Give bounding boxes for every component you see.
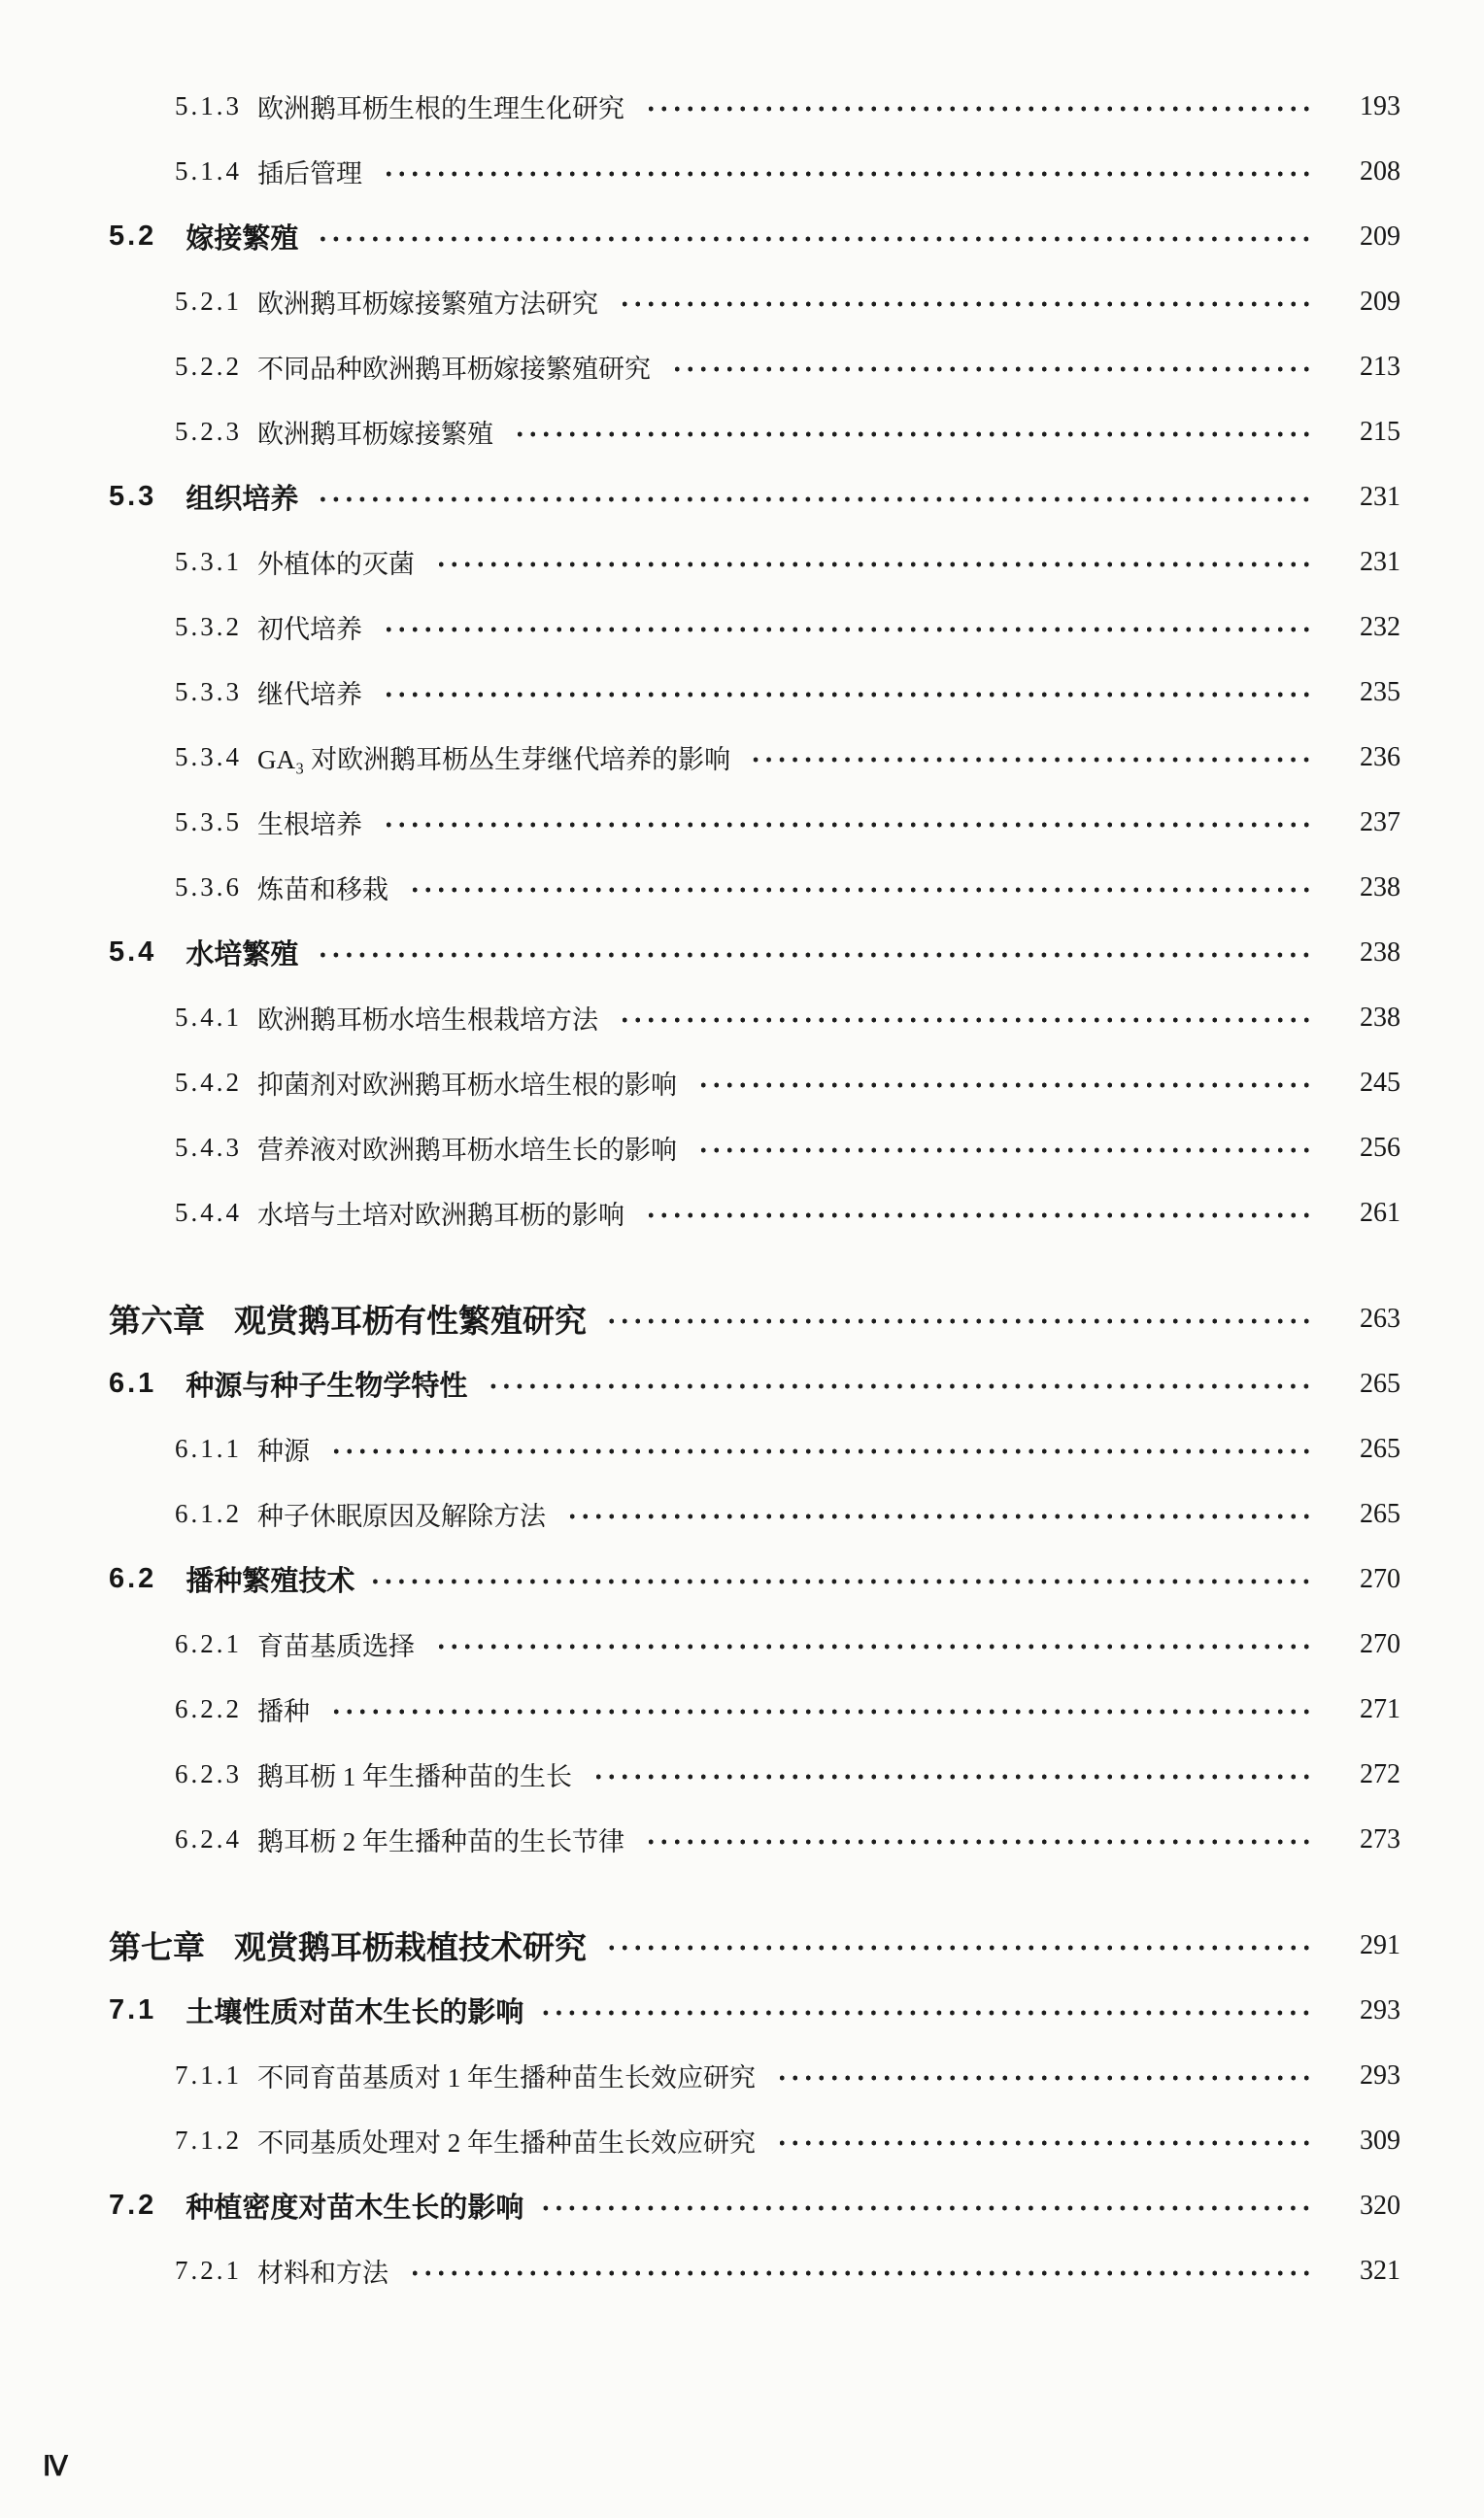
toc-entry-page: 263 xyxy=(1360,1303,1400,1334)
dot-leader xyxy=(604,1942,1313,1954)
toc-entry-title: 水培繁殖 xyxy=(186,939,299,970)
dot-leader xyxy=(432,1641,1313,1652)
dot-leader xyxy=(432,559,1313,570)
toc-entry-title: 观赏鹅耳枥有性繁殖研究 xyxy=(234,1303,587,1339)
toc-entry-number: 5.2.1 xyxy=(175,287,242,316)
toc-entry-title: 外植体的灭菌 xyxy=(257,550,415,579)
toc-entry xyxy=(109,1050,1400,1115)
toc-entry-page: 193 xyxy=(1360,90,1400,121)
dot-leader xyxy=(642,1836,1313,1848)
toc-entry-title: 不同育苗基质对 1 年生播种苗生长效应研究 xyxy=(257,2063,756,2093)
dot-leader xyxy=(748,754,1313,766)
toc-entry-title: 水培与土培对欧洲鹅耳枥的影响 xyxy=(257,1201,624,1230)
toc-entry-title: 种源 xyxy=(257,1437,310,1466)
toc-entry-number: 5.1.3 xyxy=(175,91,242,120)
toc-entry-page: 270 xyxy=(1360,1563,1400,1594)
toc-entry-number: 5.2 xyxy=(109,221,157,252)
dot-leader xyxy=(406,884,1313,896)
dot-leader xyxy=(604,1315,1313,1327)
toc-entry-number: 5.3.6 xyxy=(175,872,242,902)
toc-entry-number: 5.3.4 xyxy=(175,742,242,771)
dot-leader xyxy=(327,1446,1313,1457)
toc-entry-title: 鹅耳枥 1 年生播种苗的生长 xyxy=(257,1762,572,1791)
toc-entry-number: 6.1 xyxy=(109,1368,157,1399)
toc-entry xyxy=(109,269,1400,334)
toc-entry-number: 5.4.1 xyxy=(175,1003,242,1032)
toc-entry-number: 6.1.1 xyxy=(175,1434,242,1463)
toc-entry-number: 5.1.4 xyxy=(175,156,242,186)
toc-entry-page: 265 xyxy=(1360,1368,1400,1399)
toc-entry-title: 欧洲鹅耳枥嫁接繁殖 xyxy=(257,420,493,449)
toc-entry-page: 265 xyxy=(1360,1433,1400,1464)
toc-entry xyxy=(109,985,1400,1050)
toc-entry-page: 271 xyxy=(1360,1693,1400,1724)
toc-entry-title: 种子休眠原因及解除方法 xyxy=(257,1502,546,1531)
toc-entry xyxy=(109,464,1400,529)
toc-entry-page: 272 xyxy=(1360,1758,1400,1789)
toc-entry-page: 291 xyxy=(1360,1929,1400,1960)
toc-entry-page: 273 xyxy=(1360,1823,1400,1854)
toc-entry-page: 270 xyxy=(1360,1628,1400,1659)
toc-entry xyxy=(109,2173,1400,2238)
dot-leader xyxy=(590,1771,1313,1783)
dot-leader xyxy=(316,949,1313,961)
toc-entry-page: 321 xyxy=(1360,2255,1400,2286)
toc-entry-number: 5.2.3 xyxy=(175,417,242,446)
dot-leader xyxy=(694,1144,1313,1156)
dot-leader xyxy=(541,2202,1313,2214)
toc-entry-title: 播种繁殖技术 xyxy=(186,1566,355,1597)
toc-entry xyxy=(109,1286,1400,1351)
toc-entry-number: 5.3.3 xyxy=(175,677,242,706)
folio-page-number: Ⅳ xyxy=(43,2452,68,2482)
dot-leader xyxy=(563,1511,1313,1522)
toc-entry-title: 不同品种欧洲鹅耳枥嫁接繁殖研究 xyxy=(257,355,651,384)
toc-entry xyxy=(109,1677,1400,1742)
toc-entry-number: 5.3.2 xyxy=(175,612,242,641)
toc-entry xyxy=(109,1481,1400,1547)
toc-entry-number: 5.4.2 xyxy=(175,1068,242,1097)
toc-entry-title: 材料和方法 xyxy=(257,2259,388,2288)
toc-entry-title: 继代培养 xyxy=(257,680,362,709)
toc-entry-page: 256 xyxy=(1360,1132,1400,1163)
dot-leader xyxy=(316,493,1313,505)
toc-entry-page: 209 xyxy=(1360,286,1400,317)
toc-entry-page: 236 xyxy=(1360,741,1400,772)
toc-entry-number: 6.1.2 xyxy=(175,1499,242,1528)
toc-entry-title: 生根培养 xyxy=(257,810,362,839)
toc-entry-number: 7.2 xyxy=(109,2190,157,2221)
toc-entry-title: 抑菌剂对欧洲鹅耳枥水培生根的影响 xyxy=(257,1071,677,1100)
toc-entry-page: 238 xyxy=(1360,1002,1400,1033)
toc-entry-title: 种植密度对苗木生长的影响 xyxy=(186,2193,524,2224)
dot-leader xyxy=(642,103,1313,115)
toc-entry-number: 5.4.3 xyxy=(175,1133,242,1162)
toc-entry xyxy=(109,1416,1400,1481)
toc-entry-page: 231 xyxy=(1360,546,1400,577)
toc-entry-title: 不同基质处理对 2 年生播种苗生长效应研究 xyxy=(257,2128,756,2158)
dot-leader xyxy=(541,2007,1313,2019)
toc-entry-number: 7.2.1 xyxy=(175,2256,242,2285)
dot-leader xyxy=(642,1209,1313,1221)
toc-entry-number: 6.2.2 xyxy=(175,1694,242,1723)
toc-entry-page: 309 xyxy=(1360,2125,1400,2156)
toc-entry xyxy=(109,1913,1400,1978)
dot-leader xyxy=(316,233,1313,245)
toc-entry xyxy=(109,334,1400,399)
toc-entry-title: 鹅耳枥 2 年生播种苗的生长节律 xyxy=(257,1827,624,1856)
toc-entry xyxy=(109,2043,1400,2108)
toc-entry-number: 5.4.4 xyxy=(175,1198,242,1227)
toc-entry xyxy=(109,529,1400,595)
toc-entry xyxy=(109,1115,1400,1180)
dot-leader xyxy=(616,1014,1313,1026)
toc-entry xyxy=(109,725,1400,790)
toc-entry-title: 插后管理 xyxy=(257,159,362,188)
toc-entry-title: 组织培养 xyxy=(186,484,299,515)
toc-entry-number: 7.1.2 xyxy=(175,2126,242,2155)
toc-entry-page: 261 xyxy=(1360,1197,1400,1228)
toc-entry-title: 观赏鹅耳枥栽植技术研究 xyxy=(234,1929,587,1965)
toc-entry-number: 第六章 xyxy=(109,1303,205,1339)
toc-entry xyxy=(109,1547,1400,1612)
toc-entry-title: GA₃ 对欧洲鹅耳枥丛生芽继代培养的影响 xyxy=(257,745,731,774)
toc-entry xyxy=(109,660,1400,725)
toc-entry-page: 293 xyxy=(1360,2059,1400,2091)
dot-leader xyxy=(327,1706,1313,1718)
dot-leader xyxy=(773,2137,1313,2149)
toc-entry xyxy=(109,1742,1400,1807)
dot-leader xyxy=(372,1576,1313,1587)
toc-entry xyxy=(109,855,1400,920)
toc-entry xyxy=(109,139,1400,204)
toc-entry xyxy=(109,595,1400,660)
toc-entry xyxy=(109,204,1400,269)
toc-entry-title: 欧洲鹅耳枥嫁接繁殖方法研究 xyxy=(257,289,598,319)
toc-entry-number: 7.1 xyxy=(109,1994,157,2025)
toc-entry-title: 欧洲鹅耳枥生根的生理生化研究 xyxy=(257,94,624,123)
toc-entry-title: 种源与种子生物学特性 xyxy=(186,1371,468,1402)
toc-entry-number: 5.2.2 xyxy=(175,352,242,381)
toc-entry xyxy=(109,399,1400,464)
toc-entry-page: 231 xyxy=(1360,481,1400,512)
toc-entry-title: 初代培养 xyxy=(257,615,362,644)
toc-entry-page: 235 xyxy=(1360,676,1400,707)
toc-list xyxy=(109,74,1400,2303)
dot-leader xyxy=(380,689,1313,700)
toc-entry xyxy=(109,1807,1400,1872)
toc-entry xyxy=(109,2108,1400,2173)
toc-entry xyxy=(109,790,1400,855)
toc-entry xyxy=(109,1978,1400,2043)
toc-entry-number: 6.2.1 xyxy=(175,1629,242,1658)
dot-leader xyxy=(406,2267,1313,2279)
toc-entry-title: 土壤性质对苗木生长的影响 xyxy=(186,1997,524,2028)
toc-entry-title: 育苗基质选择 xyxy=(257,1632,415,1661)
dot-leader xyxy=(668,363,1313,375)
dot-leader xyxy=(511,428,1313,440)
toc-entry xyxy=(109,74,1400,139)
toc-entry-title: 播种 xyxy=(257,1697,310,1726)
toc-entry-page: 265 xyxy=(1360,1498,1400,1529)
toc-entry-number: 6.2.4 xyxy=(175,1824,242,1854)
toc-entry-page: 208 xyxy=(1360,155,1400,187)
toc-entry-title: 欧洲鹅耳枥水培生根栽培方法 xyxy=(257,1005,598,1035)
toc-entry-page: 232 xyxy=(1360,611,1400,642)
dot-leader xyxy=(380,624,1313,635)
toc-entry-title: 炼苗和移栽 xyxy=(257,875,388,904)
toc-entry-title: 营养液对欧洲鹅耳枥水培生长的影响 xyxy=(257,1136,677,1165)
toc-entry-number: 第七章 xyxy=(109,1929,205,1965)
toc-entry-page: 293 xyxy=(1360,1994,1400,2025)
toc-entry-page: 213 xyxy=(1360,351,1400,382)
dot-leader xyxy=(694,1079,1313,1091)
toc-entry-number: 5.3.5 xyxy=(175,807,242,836)
page-footer xyxy=(43,2450,68,2483)
toc-entry-number: 5.4 xyxy=(109,936,157,968)
dot-leader xyxy=(380,819,1313,831)
dot-leader xyxy=(616,298,1313,310)
toc-entry xyxy=(109,920,1400,985)
dot-leader xyxy=(380,168,1313,180)
toc-entry-number: 7.1.1 xyxy=(175,2060,242,2090)
toc-entry-number: 5.3 xyxy=(109,481,157,512)
toc-entry-page: 320 xyxy=(1360,2190,1400,2221)
toc-entry-page: 215 xyxy=(1360,416,1400,447)
toc-entry xyxy=(109,1180,1400,1245)
toc-entry xyxy=(109,1351,1400,1416)
dot-leader xyxy=(773,2072,1313,2084)
toc-entry-page: 237 xyxy=(1360,806,1400,837)
toc-entry xyxy=(109,2238,1400,2303)
toc-entry-number: 6.2.3 xyxy=(175,1759,242,1788)
toc-entry xyxy=(109,1612,1400,1677)
toc-entry-page: 209 xyxy=(1360,221,1400,252)
toc-entry-title: 嫁接繁殖 xyxy=(186,223,299,255)
toc-entry-page: 245 xyxy=(1360,1067,1400,1098)
toc-entry-page: 238 xyxy=(1360,871,1400,902)
toc-entry-page: 238 xyxy=(1360,936,1400,968)
toc-entry-number: 6.2 xyxy=(109,1563,157,1594)
toc-entry-number: 5.3.1 xyxy=(175,547,242,576)
dot-leader xyxy=(485,1380,1313,1392)
